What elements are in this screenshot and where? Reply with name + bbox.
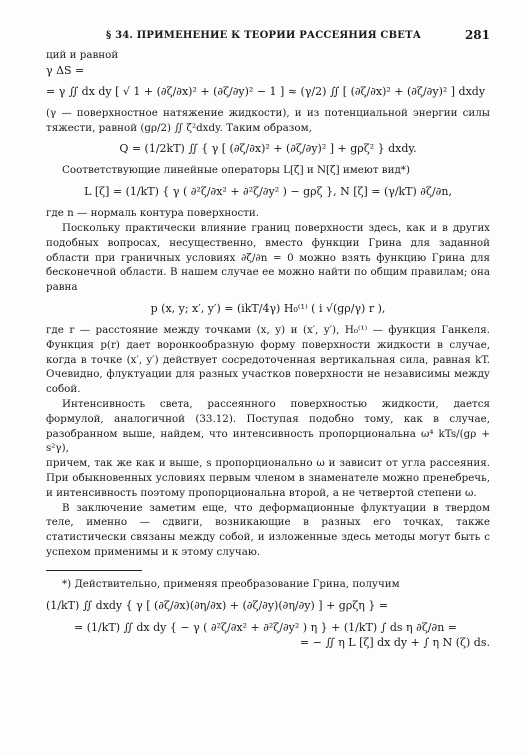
equation-green-function: p (x, y; x′, y′) = (ikT/4γ) H₀⁽¹⁾ ( i √(gρ/γ) r ), [150,301,386,315]
page [46,22,490,650]
paragraph-green-function: Поскольку практически влияние границ поверхности здесь, как и в других подобных вопросах, несущественно, вместо функции Грина для заданной области при граничных условиях ∂ζ/∂n = 0 можно взять функцию Грина для бесконечной области. В нашем случае ее можно найти по общим правилам; она равна [46,221,490,294]
paragraph-gravity-energy: (γ — поверхностное натяжение жидкости), и из потенциальной энергии силы тяжести, равной (gρ/2) ∬ ζ²dxdy. Таким образом, [46,106,490,134]
paragraph-continuation: ций и равной [46,49,119,61]
equation-q: Q = (1/2kT) ∬ { γ [ (∂ζ/∂x)² + (∂ζ/∂y)² ] + gρζ² } dxdy. [119,142,417,156]
footnote-equation-2: = (1/kT) ∬ dx dy { − γ ( ∂²ζ/∂x² + ∂²ζ/∂y² ) η } + (1/kT) ∫ ds η ∂ζ/∂n = [74,620,457,634]
footnote-equation-1: (1/kT) ∬ dxdy { γ [ (∂ζ/∂x)(∂η/∂x) + (∂ζ/∂y)(∂η/∂y) ] + gρζη } = [46,598,389,612]
section-title: § 34. ПРИМЕНЕНИЕ К ТЕОРИИ РАССЕЯНИЯ СВЕТА [106,30,422,41]
paragraph-scattering-angle: причем, так же как и выше, s пропорционально ω и зависит от угла рассеяния. При обыкновенных условиях первым членом в знаменателе можно пренебречь, и интенсивность поэтому пропорциональна второй, а не четвертой степени ω. [46,457,490,499]
paragraph-normal: где n — нормаль контура поверхности. [46,207,260,220]
equation-operators: L [ζ] = (1/kT) { γ ( ∂²ζ/∂x² + ∂²ζ/∂y² ) − gρζ }, N [ζ] = (γ/kT) ∂ζ/∂n, [84,185,452,199]
paragraph-hankel: где r — расстояние между точками (x, y) и (x′, y′), H₀⁽¹⁾ — функция Ганкеля. Функция p(r) дает воронкообразную форму поверхности жидкости в случае, когда в точке (x′, y′) действует сосредоточенная вертикальная сила, равная kT. Очевидно, флуктуации для разных участков поверхности не независимы между собой. [46,323,490,396]
paragraph-operators: Соответствующие линейные операторы L[ζ] и N[ζ] имеют вид*) [62,164,410,177]
running-header [46,22,490,44]
footnote-intro: *) Действительно, применяя преобразование Грина, получим [62,577,400,590]
footnote-equation-3: = − ∬ η L [ζ] dx dy + ∫ η N (ζ) ds. [299,635,490,649]
page-number: 281 [464,28,490,42]
equation-surface-energy: = γ ∬ dx dy [ √ 1 + (∂ζ/∂x)² + (∂ζ/∂y)² − 1 ] ≈ (γ/2) ∬ [ (∂ζ/∂x)² + (∂ζ/∂y)² ] dxdy [46,84,486,98]
equation-surface-energy-lhs: γ ΔS = [46,63,85,77]
paragraph-conclusion: В заключение заметим еще, что деформационные флуктуации в твердом теле, именно — сдвиги, возникающие в разных его точках, также статистически связаны между собой, и изложенные здесь методы могут быть с успехом применимы и к этому случаю. [46,501,490,558]
footnote-rule [46,570,142,571]
paragraph-intensity: Интенсивность света, рассеянного поверхностью жидкости, дается формулой, аналогичной (33.12). Поступая подобно тому, как в случае, разобранном выше, найдем, что интенсивность пропорциональна ω⁴ kTs/(gρ + s²γ), [46,397,490,455]
